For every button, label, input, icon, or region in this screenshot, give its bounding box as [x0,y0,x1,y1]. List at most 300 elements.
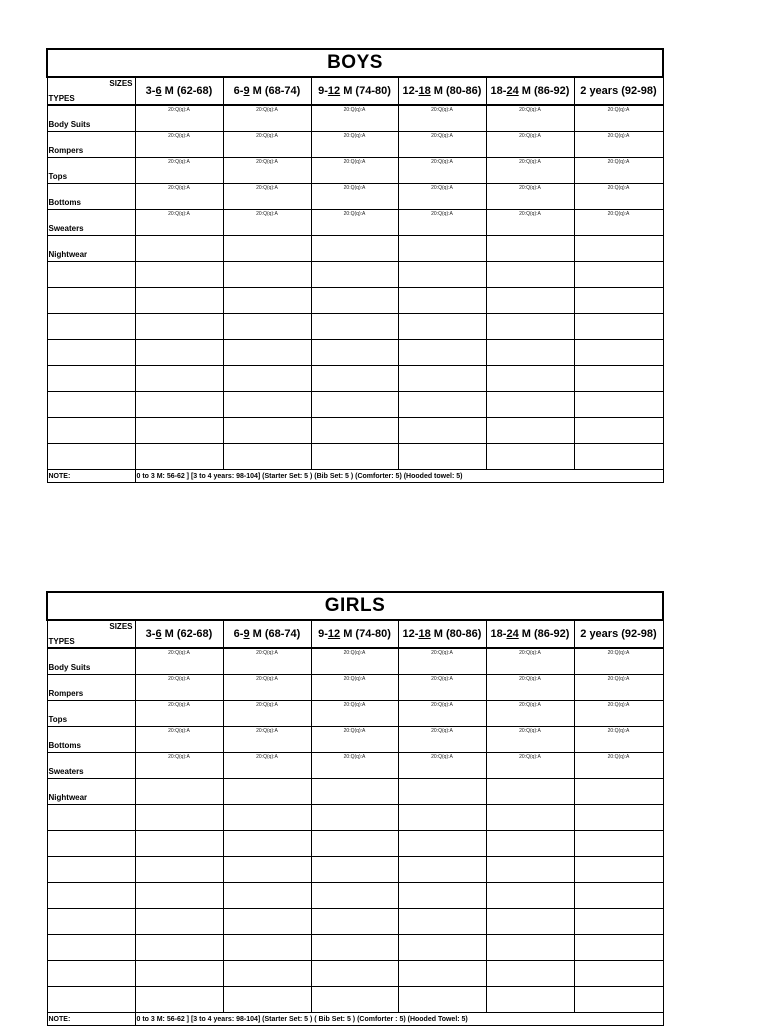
cell-code: 20:Q(q):A [519,211,541,217]
quantity-cell[interactable] [398,262,486,288]
type-cell[interactable] [47,314,135,340]
type-cell[interactable] [47,857,135,883]
size-header-prefix: 3- [145,628,156,640]
cell-code: 20:Q(q):A [256,754,278,760]
quantity-cell[interactable] [486,444,574,470]
quantity-cell[interactable] [486,132,574,158]
quantity-cell[interactable] [398,288,486,314]
type-label: Nightwear [48,793,88,802]
quantity-cell[interactable] [311,805,398,831]
quantity-cell[interactable] [486,961,574,987]
quantity-cell[interactable] [135,105,223,132]
quantity-cell[interactable] [574,105,663,132]
cell-code: 20:Q(q):A [256,650,278,656]
quantity-cell[interactable] [574,262,663,288]
cell-code: 20:Q(q):A [519,650,541,656]
quantity-cell[interactable] [311,909,398,935]
quantity-cell[interactable] [574,883,663,909]
quantity-cell[interactable] [311,340,398,366]
quantity-cell[interactable] [398,366,486,392]
quantity-cell[interactable] [135,701,223,727]
cell-code: 20:Q(q):A [519,702,541,708]
type-label: Bottoms [48,741,81,750]
cell-code: 20:Q(q):A [168,754,190,760]
quantity-cell[interactable] [135,961,223,987]
quantity-cell[interactable] [311,210,398,236]
quantity-cell[interactable] [223,210,311,236]
quantity-cell[interactable] [311,753,398,779]
quantity-cell[interactable] [574,236,663,262]
quantity-cell[interactable] [311,288,398,314]
table-row [47,236,663,262]
quantity-cell[interactable] [574,210,663,236]
table-row [47,418,663,444]
type-label: Tops [48,172,68,181]
type-cell[interactable] [47,779,135,805]
type-cell[interactable] [47,184,135,210]
quantity-cell[interactable] [486,987,574,1013]
quantity-cell[interactable] [135,210,223,236]
type-cell[interactable] [47,366,135,392]
quantity-cell[interactable] [486,648,574,675]
cell-code: 20:Q(q):A [343,185,366,191]
cell-code: 20:Q(q):A [343,702,366,708]
quantity-cell[interactable] [223,340,311,366]
quantity-cell[interactable] [486,158,574,184]
table-row [47,753,663,779]
quantity-cell[interactable] [398,105,486,132]
cell-code: 20:Q(q):A [168,133,190,139]
cell-code: 20:Q(q):A [256,185,278,191]
quantity-cell[interactable] [486,392,574,418]
quantity-cell[interactable] [223,444,311,470]
table-row [47,831,663,857]
quantity-cell[interactable] [486,210,574,236]
quantity-cell[interactable] [398,909,486,935]
size-header-suffix: M (62-68) [161,85,213,97]
cell-code: 20:Q(q):A [343,676,366,682]
quantity-cell[interactable] [574,675,663,701]
quantity-cell[interactable] [135,288,223,314]
quantity-cell[interactable] [574,366,663,392]
quantity-cell[interactable] [135,883,223,909]
quantity-cell[interactable] [574,779,663,805]
size-header-prefix: 2 years (92-98) [580,85,657,97]
girls-size-sheet [46,591,662,1026]
table-row [47,648,663,675]
quantity-cell[interactable] [311,262,398,288]
boys-size-sheet [46,48,662,483]
quantity-cell[interactable] [574,857,663,883]
quantity-cell[interactable] [135,366,223,392]
type-cell[interactable] [47,987,135,1013]
quantity-cell[interactable] [486,701,574,727]
type-cell[interactable] [47,727,135,753]
quantity-cell[interactable] [223,366,311,392]
quantity-cell[interactable] [574,314,663,340]
quantity-cell[interactable] [398,675,486,701]
note-label: NOTE: [48,472,71,480]
cell-code: 20:Q(q):A [168,702,190,708]
quantity-cell[interactable] [486,935,574,961]
cell-code: 20:Q(q):A [256,133,278,139]
type-cell[interactable] [47,210,135,236]
quantity-cell[interactable] [486,314,574,340]
cell-code: 20:Q(q):A [607,702,630,708]
quantity-cell[interactable] [311,648,398,675]
cell-code: 20:Q(q):A [519,754,541,760]
quantity-cell[interactable] [311,184,398,210]
quantity-cell[interactable] [223,132,311,158]
quantity-cell[interactable] [135,132,223,158]
quantity-cell[interactable] [223,105,311,132]
quantity-cell[interactable] [398,961,486,987]
quantity-cell[interactable] [223,805,311,831]
quantity-cell[interactable] [135,909,223,935]
quantity-cell[interactable] [223,418,311,444]
quantity-cell[interactable] [398,987,486,1013]
type-cell[interactable] [47,805,135,831]
size-column-header [486,77,574,105]
sizes-label: SIZES [109,79,133,88]
table-row [47,132,663,158]
quantity-cell[interactable] [135,340,223,366]
size-header-prefix: 12- [402,628,419,640]
quantity-cell[interactable] [223,857,311,883]
quantity-cell[interactable] [398,883,486,909]
quantity-cell[interactable] [135,727,223,753]
quantity-cell[interactable] [398,236,486,262]
quantity-cell[interactable] [486,288,574,314]
quantity-cell[interactable] [486,366,574,392]
table-row [47,392,663,418]
type-cell[interactable] [47,105,135,132]
size-header-underlined: 18 [418,85,431,97]
quantity-cell[interactable] [486,675,574,701]
size-table [46,48,664,483]
quantity-cell[interactable] [135,392,223,418]
note-label-cell [47,470,135,483]
quantity-cell[interactable] [223,961,311,987]
types-label: TYPES [48,94,75,103]
table-row [47,210,663,236]
quantity-cell[interactable] [398,314,486,340]
quantity-cell[interactable] [135,857,223,883]
quantity-cell[interactable] [486,418,574,444]
quantity-cell[interactable] [135,158,223,184]
quantity-cell[interactable] [486,184,574,210]
size-column-header [574,77,663,105]
sheet-title: BOYS [47,49,663,77]
quantity-cell[interactable] [311,935,398,961]
quantity-cell[interactable] [398,779,486,805]
quantity-cell[interactable] [398,935,486,961]
quantity-cell[interactable] [223,883,311,909]
type-label: Body Suits [48,663,91,672]
quantity-cell[interactable] [311,857,398,883]
quantity-cell[interactable] [574,648,663,675]
quantity-cell[interactable] [311,883,398,909]
quantity-cell[interactable] [574,935,663,961]
quantity-cell[interactable] [223,909,311,935]
quantity-cell[interactable] [135,236,223,262]
quantity-cell[interactable] [311,779,398,805]
quantity-cell[interactable] [311,675,398,701]
quantity-cell[interactable] [311,727,398,753]
quantity-cell[interactable] [398,340,486,366]
type-label: Tops [48,715,68,724]
quantity-cell[interactable] [574,909,663,935]
table-row [47,288,663,314]
table-row [47,158,663,184]
size-table [46,591,664,1026]
quantity-cell[interactable] [223,831,311,857]
type-cell[interactable] [47,701,135,727]
quantity-cell[interactable] [574,444,663,470]
size-header-prefix: 18- [490,85,507,97]
quantity-cell[interactable] [486,909,574,935]
quantity-cell[interactable] [398,831,486,857]
quantity-cell[interactable] [223,158,311,184]
quantity-cell[interactable] [311,158,398,184]
quantity-cell[interactable] [574,805,663,831]
quantity-cell[interactable] [135,831,223,857]
size-header-underlined: 6 [155,85,162,97]
table-row [47,909,663,935]
size-header-underlined: 9 [243,85,250,97]
cell-code: 20:Q(q):A [256,702,278,708]
type-cell[interactable] [47,158,135,184]
cell-code: 20:Q(q):A [431,107,453,113]
sizes-label: SIZES [109,622,133,631]
quantity-cell[interactable] [311,105,398,132]
cell-code: 20:Q(q):A [431,159,453,165]
quantity-cell[interactable] [398,132,486,158]
type-cell[interactable] [47,288,135,314]
table-row [47,105,663,132]
table-row [47,184,663,210]
cell-code: 20:Q(q):A [607,650,630,656]
quantity-cell[interactable] [398,392,486,418]
quantity-cell[interactable] [311,701,398,727]
quantity-cell[interactable] [574,701,663,727]
quantity-cell[interactable] [398,805,486,831]
quantity-cell[interactable] [135,262,223,288]
table-row [47,701,663,727]
cell-code: 20:Q(q):A [431,754,453,760]
size-header-suffix: M (68-74) [249,85,301,97]
type-cell[interactable] [47,883,135,909]
size-header-suffix: M (80-86) [430,85,482,97]
size-header-underlined: 18 [418,628,431,640]
quantity-cell[interactable] [574,288,663,314]
size-header-prefix: 9- [318,628,328,640]
cell-code: 20:Q(q):A [431,702,453,708]
type-label: Bottoms [48,198,81,207]
size-header-underlined: 6 [155,628,162,640]
quantity-cell[interactable] [486,262,574,288]
table-row [47,883,663,909]
size-column-header [223,77,311,105]
type-cell[interactable] [47,444,135,470]
quantity-cell[interactable] [223,935,311,961]
quantity-cell[interactable] [223,648,311,675]
cell-code: 20:Q(q):A [431,650,453,656]
cell-code: 20:Q(q):A [607,133,630,139]
quantity-cell[interactable] [398,857,486,883]
quantity-cell[interactable] [398,210,486,236]
quantity-cell[interactable] [223,288,311,314]
cell-code: 20:Q(q):A [607,159,630,165]
quantity-cell[interactable] [574,831,663,857]
table-row [47,857,663,883]
quantity-cell[interactable] [574,158,663,184]
type-label: Rompers [48,689,84,698]
quantity-cell[interactable] [223,392,311,418]
table-row [47,675,663,701]
quantity-cell[interactable] [223,184,311,210]
quantity-cell[interactable] [135,418,223,444]
quantity-cell[interactable] [486,340,574,366]
quantity-cell[interactable] [574,753,663,779]
quantity-cell[interactable] [311,366,398,392]
quantity-cell[interactable] [223,262,311,288]
quantity-cell[interactable] [486,831,574,857]
type-cell[interactable] [47,236,135,262]
cell-code: 20:Q(q):A [256,211,278,217]
quantity-cell[interactable] [398,444,486,470]
type-cell[interactable] [47,392,135,418]
type-cell[interactable] [47,909,135,935]
quantity-cell[interactable] [486,883,574,909]
quantity-cell[interactable] [311,236,398,262]
quantity-cell[interactable] [135,935,223,961]
quantity-cell[interactable] [311,444,398,470]
type-cell[interactable] [47,961,135,987]
quantity-cell[interactable] [574,987,663,1013]
quantity-cell[interactable] [223,675,311,701]
quantity-cell[interactable] [135,314,223,340]
type-cell[interactable] [47,262,135,288]
quantity-cell[interactable] [135,753,223,779]
quantity-cell[interactable] [398,184,486,210]
cell-code: 20:Q(q):A [343,650,366,656]
type-cell[interactable] [47,648,135,675]
size-header-prefix: 6- [233,85,244,97]
type-label: Sweaters [48,767,84,776]
quantity-cell[interactable] [223,987,311,1013]
quantity-cell[interactable] [398,701,486,727]
quantity-cell[interactable] [398,753,486,779]
quantity-cell[interactable] [574,340,663,366]
size-header-prefix: 2 years (92-98) [580,628,657,640]
quantity-cell[interactable] [223,314,311,340]
cell-code: 20:Q(q):A [607,107,630,113]
quantity-cell[interactable] [223,727,311,753]
types-label: TYPES [48,637,75,646]
quantity-cell[interactable] [135,779,223,805]
quantity-cell[interactable] [135,444,223,470]
quantity-cell[interactable] [223,701,311,727]
quantity-cell[interactable] [311,392,398,418]
quantity-cell[interactable] [398,648,486,675]
size-header-suffix: M (74-80) [340,628,391,640]
size-column-header [311,620,398,648]
quantity-cell[interactable] [311,961,398,987]
type-cell[interactable] [47,675,135,701]
type-cell[interactable] [47,340,135,366]
quantity-cell[interactable] [574,961,663,987]
quantity-cell[interactable] [311,831,398,857]
quantity-cell[interactable] [486,105,574,132]
cell-code: 20:Q(q):A [431,185,453,191]
cell-code: 20:Q(q):A [256,676,278,682]
size-column-header [223,620,311,648]
cell-code: 20:Q(q):A [431,211,453,217]
table-row [47,727,663,753]
quantity-cell[interactable] [223,753,311,779]
quantity-cell[interactable] [486,753,574,779]
type-cell[interactable] [47,418,135,444]
quantity-cell[interactable] [398,158,486,184]
quantity-cell[interactable] [311,132,398,158]
cell-code: 20:Q(q):A [343,107,366,113]
quantity-cell[interactable] [135,184,223,210]
quantity-cell[interactable] [311,418,398,444]
type-cell[interactable] [47,831,135,857]
quantity-cell[interactable] [398,418,486,444]
size-header-suffix: M (80-86) [430,628,482,640]
size-header-prefix: 3- [145,85,156,97]
sheet-title: GIRLS [47,592,663,620]
quantity-cell[interactable] [574,392,663,418]
quantity-cell[interactable] [486,236,574,262]
quantity-cell[interactable] [574,184,663,210]
cell-code: 20:Q(q):A [343,133,366,139]
quantity-cell[interactable] [398,727,486,753]
type-cell[interactable] [47,753,135,779]
table-row [47,987,663,1013]
quantity-cell[interactable] [486,727,574,753]
cell-code: 20:Q(q):A [256,159,278,165]
size-header-underlined: 24 [506,85,519,97]
cell-code: 20:Q(q):A [168,676,190,682]
quantity-cell[interactable] [135,987,223,1013]
note-label: NOTE: [48,1015,71,1023]
quantity-cell[interactable] [223,236,311,262]
quantity-cell[interactable] [135,648,223,675]
table-row [47,340,663,366]
quantity-cell[interactable] [311,987,398,1013]
header-corner-cell [47,77,135,105]
quantity-cell[interactable] [135,805,223,831]
quantity-cell[interactable] [486,779,574,805]
quantity-cell[interactable] [223,779,311,805]
quantity-cell[interactable] [574,132,663,158]
cell-code: 20:Q(q):A [519,185,541,191]
quantity-cell[interactable] [486,857,574,883]
table-row [47,805,663,831]
quantity-cell[interactable] [311,314,398,340]
quantity-cell[interactable] [574,418,663,444]
quantity-cell[interactable] [574,727,663,753]
quantity-cell[interactable] [486,805,574,831]
type-cell[interactable] [47,935,135,961]
quantity-cell[interactable] [135,675,223,701]
size-column-header [311,77,398,105]
type-cell[interactable] [47,132,135,158]
note-text-cell [135,470,663,483]
